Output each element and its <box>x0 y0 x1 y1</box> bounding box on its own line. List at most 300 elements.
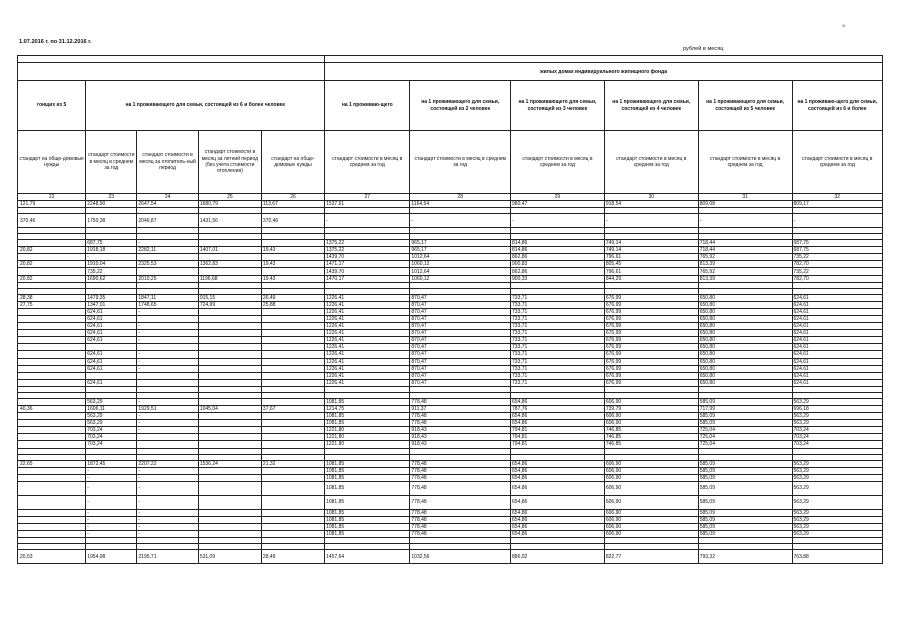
table-cell: 1375,22 <box>325 240 410 247</box>
table-cell: 1081,85 <box>325 460 410 467</box>
table-cell: 870,47 <box>410 379 511 386</box>
table-cell <box>198 434 261 441</box>
table-cell: - <box>137 495 198 509</box>
table-cell <box>198 516 261 523</box>
table-cell <box>198 524 261 531</box>
table-cell: 1690,62 <box>86 275 137 282</box>
table-cell: 563,29 <box>792 524 882 531</box>
table-cell: 1431,56 <box>198 214 261 228</box>
table-cell: - <box>86 495 137 509</box>
table-cell: 782,70 <box>792 275 882 282</box>
table-cell: 918,43 <box>410 434 511 441</box>
table-cell: 1012,64 <box>410 254 511 261</box>
table-cell: 1226,41 <box>325 365 410 372</box>
table-cell: 725,04 <box>698 441 792 448</box>
table-cell: 796,61 <box>604 254 698 261</box>
table-cell: 1407,01 <box>198 247 261 254</box>
table-cell: 733,71 <box>511 308 605 315</box>
table-cell: 1226,41 <box>325 337 410 344</box>
subheader-cell: стандарт стоимости в месяц в среднем за год <box>698 131 792 194</box>
table-cell: - <box>137 351 198 358</box>
table-cell: 1221,80 <box>325 441 410 448</box>
table-cell: 676,99 <box>604 351 698 358</box>
table-cell: 585,09 <box>698 420 792 427</box>
table-cell: 2248,90 <box>86 201 137 208</box>
table-cell: 778,48 <box>410 481 511 495</box>
table-row <box>18 481 883 495</box>
table-cell: 2207,22 <box>137 460 198 467</box>
table-cell <box>18 351 86 358</box>
table-cell: 650,80 <box>698 365 792 372</box>
table-cell: 1081,85 <box>325 509 410 516</box>
table-cell: 733,71 <box>511 372 605 379</box>
table-cell: 1347,01 <box>86 301 137 308</box>
table-cell: 1081,85 <box>325 531 410 538</box>
period-title: 1.07.2016 г. по 31.12.2016 г. <box>19 39 92 45</box>
table-cell: 585,09 <box>698 509 792 516</box>
table-cell: 624,61 <box>792 344 882 351</box>
table-cell: - <box>137 481 198 495</box>
column-number: 22 <box>18 194 86 201</box>
table-cell <box>198 474 261 481</box>
table-cell: 654,86 <box>511 398 605 405</box>
table-row <box>18 413 883 420</box>
table-cell: - <box>86 516 137 523</box>
table-cell <box>137 254 198 261</box>
table-cell: - <box>137 308 198 315</box>
table-cell: 733,71 <box>511 301 605 308</box>
table-cell: 814,86 <box>511 247 605 254</box>
table-cell: 870,47 <box>410 323 511 330</box>
table-cell: 563,29 <box>86 420 137 427</box>
table-row <box>18 474 883 481</box>
table-cell: 1918,18 <box>86 247 137 254</box>
table-cell <box>198 427 261 434</box>
table-cell: 733,71 <box>511 379 605 386</box>
table-cell <box>198 308 261 315</box>
table-cell: 703,24 <box>792 434 882 441</box>
table-cell: 606,90 <box>604 420 698 427</box>
table-cell: 563,29 <box>86 413 137 420</box>
table-cell: 813,39 <box>698 275 792 282</box>
table-cell: 650,80 <box>698 315 792 322</box>
table-row <box>18 379 883 386</box>
table-cell <box>18 337 86 344</box>
table-cell: 733,71 <box>511 351 605 358</box>
table-cell: 733,71 <box>511 294 605 301</box>
table-cell: 1164,54 <box>410 201 511 208</box>
table-row <box>18 247 883 254</box>
table-cell: 40,36 <box>18 405 86 412</box>
table-cell: 585,09 <box>698 481 792 495</box>
table-cell: - <box>137 413 198 420</box>
table-cell: 624,61 <box>792 294 882 301</box>
table-cell: 746,85 <box>604 441 698 448</box>
table-cell: - <box>137 427 198 434</box>
table-cell: 794,81 <box>511 441 605 448</box>
table-cell: 1929,51 <box>137 405 198 412</box>
table-cell <box>261 337 324 344</box>
table-cell <box>261 344 324 351</box>
table-cell: 650,80 <box>698 323 792 330</box>
subheader-cell: стандарт на обще-домовые нужды <box>261 131 324 194</box>
table-row <box>18 405 883 412</box>
table-row <box>18 308 883 315</box>
table-cell: 1226,41 <box>325 323 410 330</box>
table-cell: 718,44 <box>698 247 792 254</box>
table-cell <box>198 330 261 337</box>
table-row <box>18 330 883 337</box>
table-cell: 813,39 <box>698 261 792 268</box>
table-cell: 2046,87 <box>137 214 198 228</box>
table-row <box>18 323 883 330</box>
table-cell: 870,47 <box>410 315 511 322</box>
table-cell <box>18 358 86 365</box>
table-cell: 624,61 <box>86 365 137 372</box>
table-cell: 778,48 <box>410 524 511 531</box>
table-cell: 778,48 <box>410 460 511 467</box>
table-cell: 1750,38 <box>86 214 137 228</box>
table-cell: 20,82 <box>18 247 86 254</box>
table-cell: 794,81 <box>511 434 605 441</box>
table-cell: 1196,68 <box>198 275 261 282</box>
table-cell: 1060,12 <box>410 275 511 282</box>
table-cell: - <box>137 531 198 538</box>
table-cell: 624,61 <box>792 379 882 386</box>
table-cell: 1060,12 <box>410 261 511 268</box>
table-cell: 1439,70 <box>325 268 410 275</box>
table-cell: 778,48 <box>410 509 511 516</box>
table-cell: 563,29 <box>792 467 882 474</box>
table-cell <box>261 379 324 386</box>
header-fam2: на 1 проживающего для семьи, состоящей из 2 человек <box>410 81 511 131</box>
table-cell: 19,43 <box>261 275 324 282</box>
table-cell: 796,61 <box>604 268 698 275</box>
table-row <box>18 240 883 247</box>
table-cell <box>18 495 86 509</box>
table-cell: 563,29 <box>792 413 882 420</box>
table-cell <box>261 524 324 531</box>
subheader-cell: стандарт стоимости в месяц в среднем за год <box>325 131 410 194</box>
table-cell: 28,49 <box>261 550 324 564</box>
table-cell: 1226,41 <box>325 351 410 358</box>
table-cell: 862,86 <box>511 254 605 261</box>
column-number: 28 <box>410 194 511 201</box>
table-cell: 624,61 <box>86 308 137 315</box>
table-row <box>18 524 883 531</box>
table-row <box>18 509 883 516</box>
table-cell: 1214,75 <box>325 405 410 412</box>
table-cell: 624,61 <box>792 330 882 337</box>
table-cell: 650,80 <box>698 308 792 315</box>
table-cell: 22,65 <box>18 460 86 467</box>
table-cell: 703,24 <box>86 427 137 434</box>
table-cell <box>18 330 86 337</box>
table-cell: 918,43 <box>410 427 511 434</box>
table-cell: 121,79 <box>18 201 86 208</box>
table-cell: 862,86 <box>511 268 605 275</box>
table-cell <box>18 398 86 405</box>
table-cell: 585,09 <box>698 467 792 474</box>
table-cell: 606,90 <box>604 524 698 531</box>
table-cell: 980,47 <box>511 201 605 208</box>
table-cell: 20,82 <box>18 275 86 282</box>
table-cell <box>18 481 86 495</box>
table-cell: 794,81 <box>511 427 605 434</box>
table-row <box>18 351 883 358</box>
table-cell: 2325,53 <box>137 261 198 268</box>
table-row <box>18 201 883 208</box>
table-cell <box>198 337 261 344</box>
table-cell: 2282,11 <box>137 247 198 254</box>
column-number: 31 <box>698 194 792 201</box>
table-cell: 1226,41 <box>325 301 410 308</box>
table-cell: 1479,35 <box>86 294 137 301</box>
table-cell <box>198 398 261 405</box>
table-row <box>18 275 883 282</box>
table-cell <box>261 240 324 247</box>
table-row <box>18 550 883 564</box>
table-cell: - <box>137 474 198 481</box>
table-cell <box>261 441 324 448</box>
table-cell: 650,80 <box>698 358 792 365</box>
table-cell: 717,99 <box>698 405 792 412</box>
table-cell: 654,86 <box>511 413 605 420</box>
table-cell: 870,47 <box>410 351 511 358</box>
table-cell: 624,61 <box>792 301 882 308</box>
table-cell: 1847,11 <box>137 294 198 301</box>
table-cell: 814,86 <box>511 240 605 247</box>
table-cell: 749,14 <box>604 247 698 254</box>
table-cell: 1226,41 <box>325 358 410 365</box>
table-cell: 765,92 <box>698 268 792 275</box>
table-cell: 624,61 <box>792 365 882 372</box>
table-cell: 735,22 <box>86 268 137 275</box>
column-number: 32 <box>792 194 882 201</box>
table-row <box>18 301 883 308</box>
table-cell <box>261 351 324 358</box>
table-cell <box>261 315 324 322</box>
table-cell: 809,17 <box>792 201 882 208</box>
table-cell: 624,61 <box>792 323 882 330</box>
table-cell: 606,90 <box>604 509 698 516</box>
table-cell: 563,29 <box>792 495 882 509</box>
table-cell: 1954,98 <box>86 550 137 564</box>
table-cell <box>261 495 324 509</box>
table-cell <box>261 434 324 441</box>
table-cell: 735,22 <box>792 254 882 261</box>
table-cell <box>18 315 86 322</box>
table-cell: 778,48 <box>410 467 511 474</box>
table-row <box>18 372 883 379</box>
table-cell: - <box>86 481 137 495</box>
table-cell: 733,71 <box>511 365 605 372</box>
table-cell <box>137 344 198 351</box>
table-cell: 965,17 <box>410 240 511 247</box>
table-cell: 703,24 <box>792 441 882 448</box>
column-number: 30 <box>604 194 698 201</box>
table-cell: 696,18 <box>792 405 882 412</box>
table-cell <box>198 315 261 322</box>
table-cell: 563,29 <box>792 531 882 538</box>
table-cell <box>261 413 324 420</box>
table-cell: 624,61 <box>792 358 882 365</box>
table-cell: 886,02 <box>511 550 605 564</box>
table-cell <box>198 441 261 448</box>
table-cell: - <box>698 214 792 228</box>
table-cell <box>18 308 86 315</box>
table-cell: 624,61 <box>86 315 137 322</box>
table-cell: 900,83 <box>511 261 605 268</box>
table-cell <box>18 427 86 434</box>
table-cell: 778,48 <box>410 516 511 523</box>
table-cell: 725,04 <box>698 427 792 434</box>
table-cell: - <box>137 323 198 330</box>
table-cell <box>261 323 324 330</box>
table-row <box>18 460 883 467</box>
column-number: 27 <box>325 194 410 201</box>
table-cell <box>198 254 261 261</box>
subheader-cell: стандарт стоимости в месяц в среднем за год <box>604 131 698 194</box>
table-cell: 870,47 <box>410 358 511 365</box>
table-cell: 606,90 <box>604 460 698 467</box>
table-cell: - <box>325 214 410 228</box>
table-cell <box>18 413 86 420</box>
tariff-table <box>17 55 883 564</box>
table-cell: - <box>137 516 198 523</box>
header-per-person-6: на 1 проживающего для семьи, состоящей из 6 и более человек <box>86 81 325 131</box>
column-number: 25 <box>198 194 261 201</box>
table-cell: - <box>792 214 882 228</box>
table-cell <box>261 516 324 523</box>
table-cell: 1226,41 <box>325 315 410 322</box>
table-cell: 965,17 <box>410 247 511 254</box>
table-cell: 654,86 <box>511 474 605 481</box>
table-cell: 650,80 <box>698 337 792 344</box>
table-cell: - <box>137 240 198 247</box>
table-cell: 733,71 <box>511 344 605 351</box>
table-cell: 1226,41 <box>325 344 410 351</box>
table-cell <box>198 268 261 275</box>
table-cell: 650,80 <box>698 372 792 379</box>
table-cell: 1362,83 <box>198 261 261 268</box>
table-cell: 585,09 <box>698 495 792 509</box>
table-cell: 870,47 <box>410 365 511 372</box>
table-cell: 624,61 <box>86 323 137 330</box>
table-row <box>18 365 883 372</box>
table-cell: 606,90 <box>604 516 698 523</box>
table-cell: 805,45 <box>604 261 698 268</box>
table-cell: 654,86 <box>511 495 605 509</box>
table-cell: 654,86 <box>511 481 605 495</box>
table-cell: 654,86 <box>511 509 605 516</box>
table-row <box>18 268 883 275</box>
table-cell: 1226,41 <box>325 308 410 315</box>
table-cell: 1439,70 <box>325 254 410 261</box>
table-cell: 650,80 <box>698 351 792 358</box>
table-cell: 676,99 <box>604 301 698 308</box>
table-cell: 2195,71 <box>137 550 198 564</box>
table-cell: 26,49 <box>261 294 324 301</box>
table-cell: 822,77 <box>604 550 698 564</box>
table-cell <box>198 509 261 516</box>
table-cell: - <box>86 467 137 474</box>
table-cell <box>18 434 86 441</box>
table-cell: 870,47 <box>410 294 511 301</box>
table-cell: 787,76 <box>511 405 605 412</box>
table-cell <box>198 495 261 509</box>
table-cell: 676,99 <box>604 330 698 337</box>
header-fam4: на 1 проживающего для семьи, состоящей из 4 человек <box>604 81 698 131</box>
table-cell: 676,99 <box>604 323 698 330</box>
table-cell: 915,15 <box>198 294 261 301</box>
table-cell: - <box>511 214 605 228</box>
table-cell: 870,47 <box>410 372 511 379</box>
table-cell: 918,54 <box>604 201 698 208</box>
table-row <box>18 427 883 434</box>
table-cell: 676,99 <box>604 379 698 386</box>
table-cell: - <box>137 337 198 344</box>
table-cell: 1081,85 <box>325 495 410 509</box>
table-cell: 654,86 <box>511 467 605 474</box>
table-cell: - <box>604 214 698 228</box>
table-cell: 778,48 <box>410 474 511 481</box>
table-cell <box>86 344 137 351</box>
table-cell: - <box>137 365 198 372</box>
table-cell: 606,90 <box>604 531 698 538</box>
table-cell: 1375,22 <box>325 247 410 254</box>
subheader-cell: стандарт стоимости в месяц в среднем за год <box>86 131 137 194</box>
table-cell <box>137 372 198 379</box>
corner-mark: × <box>842 24 846 30</box>
table-cell: 782,70 <box>792 261 882 268</box>
table-cell: 735,22 <box>792 268 882 275</box>
table-cell: 844,29 <box>604 275 698 282</box>
table-cell: 739,79 <box>604 405 698 412</box>
column-number: 26 <box>261 194 324 201</box>
table-cell <box>198 413 261 420</box>
header-col-family5: гонщих из 5 <box>18 81 86 131</box>
table-cell <box>18 420 86 427</box>
table-cell <box>261 427 324 434</box>
table-cell: 606,90 <box>604 398 698 405</box>
table-cell: 563,29 <box>792 474 882 481</box>
table-cell: 606,90 <box>604 467 698 474</box>
table-cell: 765,92 <box>698 254 792 261</box>
table-cell: 1081,85 <box>325 516 410 523</box>
table-cell: 724,99 <box>198 301 261 308</box>
table-row <box>18 531 883 538</box>
table-cell: 703,24 <box>792 427 882 434</box>
table-cell <box>198 481 261 495</box>
table-cell <box>18 467 86 474</box>
table-cell: 606,90 <box>604 481 698 495</box>
table-cell <box>261 531 324 538</box>
table-cell: - <box>137 330 198 337</box>
table-cell: 1081,85 <box>325 413 410 420</box>
table-cell: - <box>86 524 137 531</box>
table-cell <box>198 344 261 351</box>
table-cell: - <box>137 509 198 516</box>
table-cell <box>198 372 261 379</box>
table-cell: 870,47 <box>410 344 511 351</box>
table-cell: 778,48 <box>410 420 511 427</box>
table-cell <box>261 467 324 474</box>
table-cell: - <box>137 420 198 427</box>
table-cell: - <box>137 524 198 531</box>
table-cell: 654,86 <box>511 516 605 523</box>
header-blank-right <box>325 56 883 63</box>
